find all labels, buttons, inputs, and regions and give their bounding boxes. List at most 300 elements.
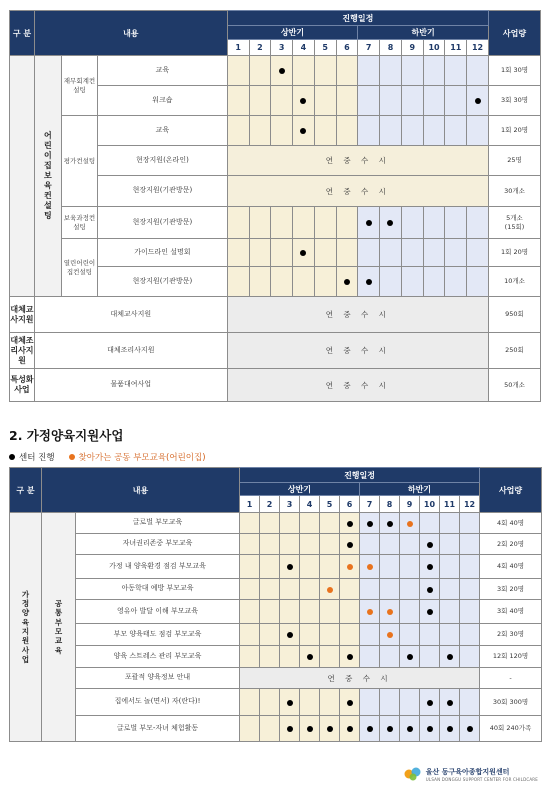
category-label: 대체교사지원 [10,297,35,333]
header-category: 구 분 [10,11,35,56]
month-cell [320,624,340,646]
volume-value: 25명 [507,156,522,165]
legend-center-label: 센터 진행 [19,453,55,463]
header-category: 구 분 [10,468,42,513]
header-first-half: 상반기 [240,483,360,496]
volume-value: 250회 [505,346,524,355]
month-cell [260,716,280,742]
month-cell [340,624,360,646]
table-row [10,513,542,534]
month-cell [400,513,420,534]
year-round-label: 연 중 수 시 [227,297,488,333]
subgroup-label: 열린어린이집컨설팅 [61,239,97,297]
month-cell [358,56,380,86]
logo-name: 울산 동구육아종합지원센터 [425,767,510,776]
volume-value: 2회 30명 [480,624,542,646]
logo-subtitle: ULSAN DONGGU SUPPORT CENTER FOR CHILDCARE [425,776,538,782]
month-header: 4 [300,496,320,513]
black-dot-icon [447,700,453,706]
volume-value: 4회 40명 [480,513,542,534]
month-header: 4 [293,40,315,56]
header-second-half: 하반기 [360,483,480,496]
month-cell [260,689,280,716]
black-dot-icon [427,609,433,615]
month-cell [280,555,300,579]
table-row [10,333,541,369]
table-row [10,668,542,689]
month-cell [280,513,300,534]
month-cell [467,267,489,297]
legend-outreach-label: 찾아가는 공동 부모교육(어린이집) [78,453,206,463]
table-row [10,646,542,668]
month-cell [293,207,315,239]
month-cell [420,689,440,716]
month-header: 11 [440,496,460,513]
black-dot-icon [367,726,373,732]
month-cell [401,56,423,86]
month-cell [445,56,467,86]
month-header: 5 [320,496,340,513]
black-dot-icon [347,726,353,732]
content-label: 부모 양육태도 점검 부모교육 [76,624,240,646]
year-round-label: 연 중 수 시 [227,176,488,207]
section-2-title: 2. 가정양육지원사업 [9,428,124,443]
month-cell [320,689,340,716]
year-round-label: 연 중 수 시 [240,668,480,689]
table-row [10,579,542,600]
month-cell [380,555,400,579]
black-dot-icon [467,726,473,732]
month-cell [360,534,380,555]
month-cell [280,624,300,646]
month-header: 2 [260,496,280,513]
month-cell [336,56,358,86]
month-header: 1 [227,40,249,56]
volume-cell [488,86,540,116]
month-header: 1 [240,496,260,513]
schedule-table-childcare-consulting [9,10,541,402]
month-cell [280,600,300,624]
black-dot-icon [347,700,353,706]
month-header: 9 [400,496,420,513]
volume-cell [488,56,540,86]
month-cell [360,624,380,646]
volume-cell [488,267,540,297]
month-cell [360,579,380,600]
month-header: 9 [401,40,423,56]
content-label: 자녀권리존중 부모교육 [76,534,240,555]
month-cell [280,534,300,555]
volume-cell [488,239,540,267]
month-cell [401,267,423,297]
year-round-label: 연 중 수 시 [227,369,488,402]
month-cell [358,86,380,116]
month-cell [293,86,315,116]
month-cell [460,716,480,742]
table-row [10,534,542,555]
month-cell [320,716,340,742]
table-row [10,369,541,402]
month-cell [445,267,467,297]
month-cell [358,116,380,146]
black-dot-icon [300,128,306,134]
month-cell [423,207,445,239]
month-cell [380,56,402,86]
category-label: 특성화사업 [10,369,35,402]
month-header: 12 [460,496,480,513]
month-cell [380,624,400,646]
year-round-label: 연 중 수 시 [227,146,488,176]
volume-value: 4회 40명 [480,555,542,579]
month-cell [336,86,358,116]
month-cell [420,513,440,534]
month-cell [380,579,400,600]
content-label: 현장지원(온라인) [98,146,228,176]
month-cell [227,86,249,116]
black-dot-icon [327,726,333,732]
volume-value: - [480,668,542,689]
schedule-table-home-parenting [9,467,542,742]
month-cell [445,86,467,116]
content-label: 현장지원(기관방문) [98,207,228,239]
orange-dot-icon [69,454,75,460]
volume-value: 2회 20명 [480,534,542,555]
month-cell [293,267,315,297]
month-cell [380,513,400,534]
category-blank [10,56,35,297]
black-dot-icon [9,454,15,460]
month-cell [400,689,420,716]
table-row [10,207,541,239]
month-cell [423,267,445,297]
month-cell [260,513,280,534]
black-dot-icon [347,542,353,548]
content-label: 글로벌 부모교육 [76,513,240,534]
month-cell [460,579,480,600]
month-cell [320,600,340,624]
month-cell [467,56,489,86]
month-cell [240,579,260,600]
month-cell [300,716,320,742]
month-cell [445,207,467,239]
black-dot-icon [387,220,393,226]
subgroup-label: 재무회계컨설팅 [61,56,97,116]
volume-value: 30개소 [504,186,525,195]
month-cell [314,267,336,297]
month-cell [460,534,480,555]
subcategory-label: 공 통 부 모 교 육 [42,513,76,742]
month-cell [467,116,489,146]
volume-value: 3회 20명 [480,579,542,600]
month-cell [440,513,460,534]
orange-dot-icon [387,632,393,638]
month-cell [300,689,320,716]
black-dot-icon [407,654,413,660]
month-cell [280,579,300,600]
group-main-label: 어 린 이 집 보 육 컨 설 팅 [34,56,61,297]
month-cell [460,689,480,716]
month-cell [227,207,249,239]
month-cell [314,207,336,239]
month-cell [260,579,280,600]
month-cell [423,86,445,116]
month-cell [380,646,400,668]
month-cell [227,239,249,267]
volume-cell [488,333,540,369]
month-cell [440,624,460,646]
orange-dot-icon [367,564,373,570]
table-row [10,600,542,624]
month-cell [336,207,358,239]
content-label: 대체조리사지원 [34,333,227,369]
month-cell [358,239,380,267]
category-label: 대체조리사지원 [10,333,35,369]
black-dot-icon [366,220,372,226]
month-cell [358,267,380,297]
category-label: 가 정 양 육 지 원 사 업 [10,513,42,742]
month-cell [227,116,249,146]
header-volume: 사업량 [480,468,542,513]
black-dot-icon [447,726,453,732]
month-cell [380,689,400,716]
volume-cell [488,297,540,333]
content-label: 양육 스트레스 관리 부모교육 [76,646,240,668]
month-cell [460,555,480,579]
orange-dot-icon [367,609,373,615]
black-dot-icon [287,700,293,706]
month-cell [360,689,380,716]
month-cell [400,579,420,600]
black-dot-icon [307,726,313,732]
month-cell [340,646,360,668]
black-dot-icon [387,521,393,527]
month-cell [460,646,480,668]
month-cell [420,716,440,742]
content-label: 아동학대 예방 부모교육 [76,579,240,600]
month-header: 7 [360,496,380,513]
black-dot-icon [407,726,413,732]
month-cell [271,116,293,146]
center-logo [404,766,538,782]
month-cell [460,513,480,534]
month-cell [271,207,293,239]
month-cell [260,646,280,668]
month-header: 6 [340,496,360,513]
black-dot-icon [300,98,306,104]
month-cell [440,689,460,716]
month-cell [240,716,260,742]
content-label: 가이드라인 설명회 [98,239,228,267]
month-cell [320,579,340,600]
month-cell [227,56,249,86]
month-cell [271,56,293,86]
month-cell [249,116,271,146]
month-cell [440,534,460,555]
header-schedule: 진행일정 [227,11,488,26]
table-row [10,297,541,333]
content-label: 현장지원(기관방문) [98,176,228,207]
table-row [10,239,541,267]
month-cell [420,646,440,668]
header-schedule: 진행일정 [240,468,480,483]
black-dot-icon [300,250,306,256]
month-cell [380,267,402,297]
black-dot-icon [366,279,372,285]
month-cell [420,579,440,600]
month-cell [360,600,380,624]
month-cell [401,207,423,239]
month-cell [467,207,489,239]
volume-value: 50개소 [504,380,525,389]
black-dot-icon [427,587,433,593]
volume-cell [488,116,540,146]
month-cell [400,646,420,668]
black-dot-icon [287,726,293,732]
content-label: 글로벌 부모-자녀 체험활동 [76,716,240,742]
subgroup-label: 평가컨설팅 [61,116,97,207]
month-cell [320,555,340,579]
month-header: 10 [420,496,440,513]
month-cell [360,716,380,742]
month-cell [320,646,340,668]
month-cell [260,534,280,555]
table-row [10,689,542,716]
header-content: 내용 [42,468,240,513]
month-header: 8 [380,40,402,56]
month-cell [440,579,460,600]
volume-value: 1회 30명 [500,66,528,75]
black-dot-icon [307,654,313,660]
volume-value-extra: (15회) [504,222,525,231]
month-cell [240,513,260,534]
black-dot-icon [279,68,285,74]
month-cell [249,239,271,267]
month-cell [300,513,320,534]
content-label: 영유아 발달 이해 부모교육 [76,600,240,624]
month-cell [320,513,340,534]
black-dot-icon [447,654,453,660]
month-cell [340,534,360,555]
volume-cell [488,176,540,207]
year-round-label: 연 중 수 시 [227,333,488,369]
table-row [10,56,541,86]
black-dot-icon [347,521,353,527]
month-cell [400,716,420,742]
month-cell [260,624,280,646]
month-cell [423,116,445,146]
black-dot-icon [287,632,293,638]
month-cell [380,116,402,146]
month-cell [260,555,280,579]
month-header: 5 [314,40,336,56]
black-dot-icon [427,542,433,548]
legend [9,451,206,463]
header-second-half: 하반기 [358,26,489,40]
month-cell [336,267,358,297]
table-row [10,624,542,646]
month-cell [420,555,440,579]
content-label: 현장지원(기관방문) [98,267,228,297]
month-cell [293,239,315,267]
month-cell [340,716,360,742]
volume-value: 5개소 [506,214,523,223]
month-cell [271,86,293,116]
month-header: 2 [249,40,271,56]
month-cell [336,116,358,146]
orange-dot-icon [327,587,333,593]
month-cell [467,86,489,116]
table-row [10,116,541,146]
month-cell [440,600,460,624]
month-cell [280,689,300,716]
header-content: 내용 [34,11,227,56]
volume-value: 1회 20명 [500,126,528,135]
month-cell [401,239,423,267]
black-dot-icon [347,654,353,660]
volume-cell [488,369,540,402]
month-cell [420,534,440,555]
month-header: 12 [467,40,489,56]
month-cell [380,239,402,267]
month-cell [460,624,480,646]
month-cell [280,716,300,742]
month-cell [340,600,360,624]
content-label: 물품대여사업 [34,369,227,402]
content-label: 워크숍 [98,86,228,116]
month-cell [240,555,260,579]
month-cell [467,239,489,267]
month-cell [271,267,293,297]
month-cell [340,689,360,716]
month-cell [249,207,271,239]
month-cell [249,56,271,86]
center-logo-icon [404,766,422,782]
month-cell [336,239,358,267]
month-cell [423,56,445,86]
month-cell [300,624,320,646]
volume-value: 3회 30명 [500,96,528,105]
black-dot-icon [427,726,433,732]
month-header: 11 [445,40,467,56]
content-label: 집에서도 놀(면서) 자(란다)! [76,689,240,716]
month-cell [401,86,423,116]
month-header: 10 [423,40,445,56]
black-dot-icon [387,726,393,732]
month-cell [400,555,420,579]
volume-value: 1회 20명 [500,248,528,257]
volume-cell [488,207,540,239]
header-first-half: 상반기 [227,26,358,40]
month-cell [300,600,320,624]
orange-dot-icon [347,564,353,570]
month-cell [420,624,440,646]
content-label: 포괄적 양육정보 안내 [76,668,240,689]
month-cell [445,116,467,146]
volume-cell [488,146,540,176]
volume-value: 40회 240가족 [480,716,542,742]
black-dot-icon [427,564,433,570]
month-cell [280,646,300,668]
month-cell [360,646,380,668]
month-cell [300,534,320,555]
month-cell [400,624,420,646]
month-cell [423,239,445,267]
volume-value: 12회 120명 [480,646,542,668]
month-cell [440,555,460,579]
month-cell [249,267,271,297]
month-cell [380,86,402,116]
orange-dot-icon [387,609,393,615]
